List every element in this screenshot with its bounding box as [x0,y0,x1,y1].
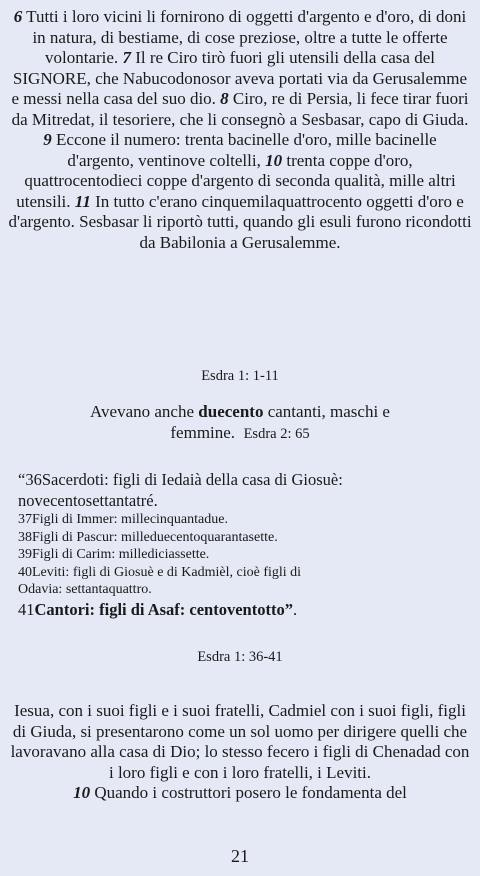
passage-text: Iesua, con i suoi figli e i suoi fratelli, Cadmiel con i suoi figli, figli di Giuda, si presentarono come un sol uomo per dirigere quelli che lavoravano alla casa di Dio; lo stesso fecero i figli di Chenadad con i loro figli e con i loro fratelli, i Leviti. [10,701,470,782]
verse-text: Il re Ciro tirò fuori gli utensili della casa del SIGNORE, che Nabucodonosor aveva portati via da Gerusalemme e messi nella casa del suo dio. [11,48,468,108]
list-item: 39Figli di Carim: millediciassette. [18,547,210,563]
passage-ezra-2: Avevano anche duecento cantanti, maschi e femmine. Esdra 2: 65 [90,402,390,442]
list-item: novecentosettantatré. [18,491,158,510]
list-item: Odavia: settantaquattro. [18,582,152,598]
page-number: 21 [231,846,249,866]
census-list [18,469,468,620]
scripture-reference: Esdra 1: 36-41 [197,649,283,665]
verse-number: 6 [13,7,23,26]
verse-number: 11 [74,191,91,211]
verse-text: Eccone il numero: trenta bacinelle d'oro, mille bacinelle d'argento, ventinove coltelli, [51,130,437,170]
verse-text: Ciro, re di Persia, li fece tirar fuori da Mitredat, il tesoriere, che li consegnò a Sesbasar, capo di Giuda. [11,89,469,129]
verse-number: 10 [265,150,283,170]
verse-text: Quando i costruttori posero le fondamenta del [90,783,407,802]
verse-text: Tutti i loro vicini li fornirono di oggetti d'argento e d'oro, di doni in natura, di bestiame, di cose preziose, oltre a tutte le offerte volontarie. [22,7,467,67]
verse-number: 7 [122,48,131,67]
list-item: 38Figli di Pascur: milleduecentoquarantasette. [18,529,278,545]
verse-text: trenta coppe d'oro, quattrocentodieci coppe d'argento di seconda qualità, mille altri utensili. [16,150,456,211]
verse-number: 10 [73,783,91,802]
list-item: 41Cantori: figli di Asaf: centoventotto”. [18,599,298,619]
passage-ezra-3 [8,701,472,804]
emphasis-number: duecento [198,402,264,421]
list-item: 37Figli di Immer: millecinquantadue. [18,512,228,527]
list-item: 40Leviti: figli di Giosuè e di Kadmièl, cioè figli di [18,564,302,580]
verse-number: 9 [43,130,52,149]
passage-ezra-1 [8,7,472,253]
scripture-reference: Esdra 1: 1-11 [201,368,279,384]
verse-text: In tutto c'erano cinquemilaquattrocento oggetti d'oro e d'argento. Sesbasar li riportò tutti, quando gli esuli furono ricondotti da Babilonia a Gerusalemme. [8,191,472,252]
list-item: “36Sacerdoti: figli di Iedaià della casa di Giosuè: [18,470,343,489]
verse-number: 8 [220,89,229,108]
scripture-reference: Esdra 2: 65 [243,425,310,442]
